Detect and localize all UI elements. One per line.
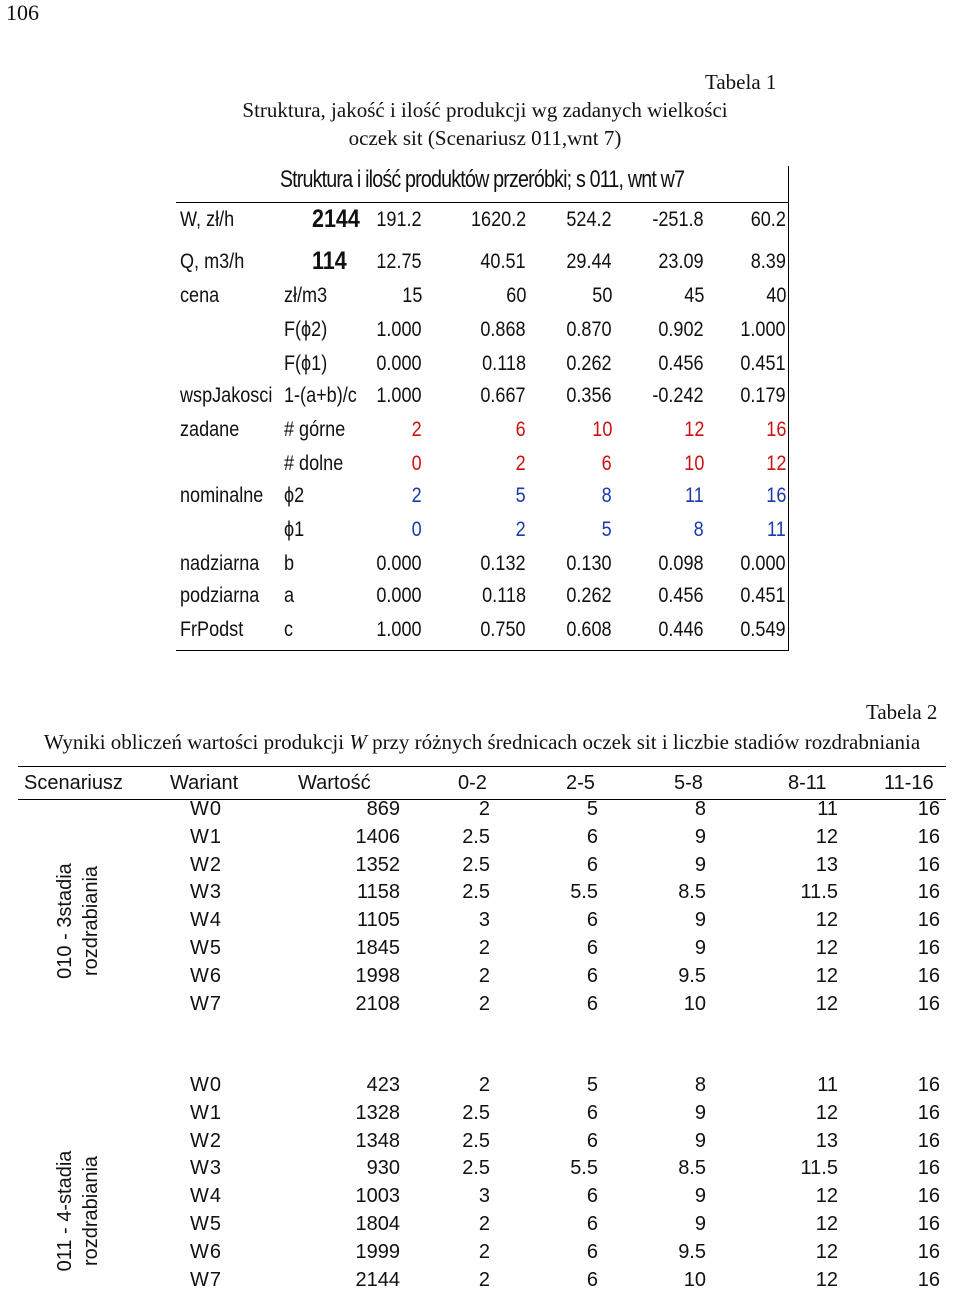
- table1-cell: 12: [765, 452, 786, 475]
- table2-caption-post: przy różnych średnicach oczek sit i liczbie stadiów rozdrabniania: [366, 730, 921, 754]
- range-8-11-cell: 12: [815, 937, 838, 959]
- wariant-cell: W1: [190, 1101, 222, 1124]
- table1-row-unit: ϕ2: [284, 484, 305, 507]
- table1-cell: 23.09: [658, 250, 704, 273]
- table1-row: [176, 284, 788, 316]
- table1-cell: 12.75: [376, 250, 422, 273]
- table1-cell: 0: [411, 518, 422, 541]
- wariant-cell: W3: [190, 1157, 222, 1180]
- table1-row: [176, 618, 788, 650]
- wariant-cell: W5: [190, 937, 222, 959]
- table2-row: [18, 1130, 946, 1158]
- table1-row: [176, 518, 788, 550]
- range-2-5-cell: 5: [586, 1074, 598, 1096]
- range-2-5-cell: 6: [586, 1185, 598, 1208]
- range-0-2-cell: 2.5: [462, 881, 490, 904]
- table1-cell: 2: [411, 418, 422, 441]
- table1-cell: 0.446: [658, 618, 704, 641]
- table1-cell: 5: [515, 484, 526, 507]
- range-0-2-cell: 2: [478, 1074, 490, 1096]
- range-0-2-cell: 2: [478, 1268, 490, 1291]
- table2-row: [18, 909, 946, 937]
- range-11-16-cell: 16: [917, 825, 940, 848]
- table1-row-label: nominalne: [180, 484, 264, 507]
- table1-row-unit: ϕ1: [284, 518, 305, 541]
- header-5-8: 5-8: [674, 772, 703, 794]
- table1-cell: 40: [765, 284, 786, 307]
- table1-row: [176, 584, 788, 616]
- table1-cell: 6: [601, 452, 612, 475]
- wartosc-cell: 1352: [355, 853, 400, 876]
- table1-cell: 1.000: [376, 618, 422, 641]
- table1-cell: 0.098: [658, 552, 704, 575]
- wariant-cell: W6: [190, 964, 222, 987]
- range-11-16-cell: 16: [917, 992, 940, 1015]
- table2-header: [18, 766, 946, 800]
- range-8-11-cell: 11: [817, 798, 838, 820]
- scenario-label: [52, 821, 104, 1021]
- table1-cell: 6: [515, 418, 526, 441]
- range-8-11-cell: 12: [815, 1268, 838, 1291]
- table1-cell: 15: [401, 284, 422, 307]
- table2-row: [18, 1157, 946, 1185]
- table2-row: [18, 1241, 946, 1269]
- table2-row: [18, 993, 946, 1021]
- wariant-cell: W7: [190, 1268, 222, 1291]
- table1-cell: 29.44: [566, 250, 612, 273]
- table1-cell: 1.000: [376, 384, 422, 407]
- table1-cell: 16: [765, 418, 786, 441]
- table1-row-label: FrPodst: [180, 618, 244, 641]
- table1-cell: 1.000: [740, 318, 786, 341]
- table1-row-label: cena: [180, 284, 220, 307]
- table1-cell: 0.356: [566, 384, 612, 407]
- table1-cell: 0.868: [480, 318, 526, 341]
- range-11-16-cell: 16: [917, 881, 940, 904]
- range-11-16-cell: 16: [917, 798, 940, 820]
- table1-cell: 60.2: [750, 208, 786, 231]
- range-11-16-cell: 16: [917, 1268, 940, 1291]
- table1-row-unit: zł/m3: [284, 284, 328, 307]
- header-wartosc: Wartość: [298, 772, 371, 794]
- wartosc-cell: 869: [366, 798, 400, 820]
- table1-row-label: Q, m3/h: [180, 250, 245, 273]
- range-11-16-cell: 16: [917, 909, 940, 932]
- table1-row-label: wspJakosci: [180, 384, 273, 407]
- table1-cell: 2: [411, 484, 422, 507]
- table1-row: [176, 205, 788, 240]
- table1-row-unit: # górne: [284, 418, 346, 441]
- table2-row: [18, 1185, 946, 1213]
- table1-cell: 5: [601, 518, 612, 541]
- wariant-cell: W0: [190, 798, 222, 820]
- table1-cell: 0.132: [480, 552, 526, 575]
- range-2-5-cell: 6: [586, 964, 598, 987]
- table1-cell: -0.242: [652, 384, 704, 407]
- range-5-8-cell: 9: [694, 909, 706, 932]
- wariant-cell: W2: [190, 853, 222, 876]
- table2-row: [18, 881, 946, 909]
- page-number: 106: [6, 0, 39, 25]
- table2-row: [18, 1074, 946, 1102]
- range-2-5-cell: 5: [586, 798, 598, 820]
- range-5-8-cell: 9: [694, 1129, 706, 1152]
- table1-cell: 0.750: [480, 618, 526, 641]
- scenario-label-line2: rozdrabiania: [80, 866, 102, 977]
- range-8-11-cell: 12: [815, 825, 838, 848]
- range-2-5-cell: 6: [586, 1268, 598, 1291]
- range-5-8-cell: 10: [683, 1268, 706, 1291]
- wariant-cell: W7: [190, 992, 222, 1015]
- range-5-8-cell: 9: [694, 853, 706, 876]
- wartosc-cell: 1845: [355, 937, 400, 959]
- range-8-11-cell: 11: [817, 1074, 838, 1096]
- table1-cell: 2: [515, 518, 526, 541]
- table1-cell: 524.2: [566, 208, 612, 231]
- range-0-2-cell: 3: [478, 1185, 490, 1208]
- table1-row-label: podziarna: [180, 584, 260, 607]
- range-8-11-cell: 12: [815, 964, 838, 987]
- table1-cell: 1.000: [376, 318, 422, 341]
- table1-row: [176, 484, 788, 516]
- range-5-8-cell: 9: [694, 937, 706, 959]
- table2-row: [18, 854, 946, 882]
- table1-cell: 0.549: [740, 618, 786, 641]
- range-0-2-cell: 2.5: [462, 1101, 490, 1124]
- table1-cell: 40.51: [480, 250, 526, 273]
- range-8-11-cell: 12: [815, 909, 838, 932]
- table1-cell: 0.456: [658, 584, 704, 607]
- table1-label: Tabela 1: [705, 70, 777, 94]
- wariant-cell: W4: [190, 909, 222, 932]
- table1-row-label: nadziarna: [180, 552, 260, 575]
- table1-cell: 0.000: [740, 552, 786, 575]
- range-11-16-cell: 16: [917, 1240, 940, 1263]
- range-0-2-cell: 2: [478, 964, 490, 987]
- table1-cell: 0.902: [658, 318, 704, 341]
- range-2-5-cell: 6: [586, 825, 598, 848]
- table1-cell: 0.130: [566, 552, 612, 575]
- table1: [176, 166, 789, 651]
- table1-row-unit: # dolne: [284, 452, 344, 475]
- wartosc-cell: 1999: [355, 1240, 400, 1263]
- range-11-16-cell: 16: [917, 1074, 940, 1096]
- range-0-2-cell: 2: [478, 937, 490, 959]
- range-5-8-cell: 9.5: [678, 1240, 706, 1263]
- table1-cell: 0.262: [566, 584, 612, 607]
- table1-title: Struktura i ilość produktów przeróbki; s 011, wnt w7: [279, 166, 685, 193]
- range-8-11-cell: 12: [815, 1213, 838, 1235]
- table1-cell: 1620.2: [470, 208, 526, 231]
- scenario-label: [52, 1111, 104, 1311]
- table1-cell: 0.000: [376, 552, 422, 575]
- wariant-cell: W0: [190, 1074, 222, 1096]
- range-11-16-cell: 16: [917, 937, 940, 959]
- table1-row: [176, 452, 788, 484]
- table1-cell: 0.451: [740, 352, 786, 375]
- range-0-2-cell: 2: [478, 992, 490, 1015]
- table1-row-unit: 114: [312, 247, 347, 275]
- range-2-5-cell: 6: [586, 1240, 598, 1263]
- range-0-2-cell: 2.5: [462, 825, 490, 848]
- range-5-8-cell: 9.5: [678, 964, 706, 987]
- range-11-16-cell: 16: [917, 1129, 940, 1152]
- table1-cell: 0.000: [376, 352, 422, 375]
- table1-cell: 191.2: [376, 208, 422, 231]
- range-8-11-cell: 13: [815, 853, 838, 876]
- wariant-cell: W2: [190, 1129, 222, 1152]
- range-5-8-cell: 8: [694, 1074, 706, 1096]
- table1-cell: 0.179: [740, 384, 786, 407]
- table1-caption-line1: Struktura, jakość i ilość produkcji wg zadanych wielkości: [242, 98, 728, 122]
- table2-caption-pre: Wyniki obliczeń wartości produkcji: [43, 730, 350, 754]
- table1-cell: 0.000: [376, 584, 422, 607]
- table2-row: [18, 937, 946, 965]
- range-0-2-cell: 3: [478, 909, 490, 932]
- table1-cell: 45: [683, 284, 704, 307]
- range-8-11-cell: 12: [815, 1240, 838, 1263]
- table1-row-label: W, zł/h: [180, 208, 235, 231]
- range-8-11-cell: 12: [815, 992, 838, 1015]
- table1-top-rule: [176, 202, 788, 203]
- table1-cell: 0.451: [740, 584, 786, 607]
- wartosc-cell: 1003: [355, 1185, 400, 1208]
- table2-label: Tabela 2: [866, 700, 938, 724]
- wartosc-cell: 1328: [355, 1101, 400, 1124]
- scenario-label-line1: 010 - 3stadia: [54, 863, 76, 980]
- range-8-11-cell: 11.5: [800, 1157, 838, 1180]
- table1-caption: [150, 96, 820, 152]
- wariant-cell: W1: [190, 825, 222, 848]
- range-11-16-cell: 16: [917, 1213, 940, 1235]
- table1-row-unit: 1-(a+b)/c: [284, 384, 357, 407]
- table1-cell: 10: [683, 452, 704, 475]
- table1-row: [176, 318, 788, 350]
- range-11-16-cell: 16: [917, 853, 940, 876]
- range-5-8-cell: 9: [694, 1213, 706, 1235]
- table1-cell: 50: [591, 284, 612, 307]
- range-5-8-cell: 9: [694, 825, 706, 848]
- range-0-2-cell: 2.5: [462, 1157, 490, 1180]
- range-2-5-cell: 5.5: [570, 881, 598, 904]
- wartosc-cell: 423: [366, 1074, 400, 1096]
- table2-row: [18, 798, 946, 826]
- table1-row: [176, 418, 788, 450]
- table1-row-unit: F(ϕ2): [284, 318, 328, 341]
- table1-row-label: zadane: [180, 418, 240, 441]
- table1-cell: 0.262: [566, 352, 612, 375]
- wartosc-cell: 2108: [355, 992, 400, 1015]
- header-2-5: 2-5: [566, 772, 595, 794]
- table1-row: [176, 384, 788, 416]
- table1-cell: 11: [685, 484, 704, 507]
- wariant-cell: W4: [190, 1185, 222, 1208]
- scenario-label-line2: rozdrabiania: [80, 1156, 102, 1267]
- range-5-8-cell: 9: [694, 1185, 706, 1208]
- table1-row-unit: b: [284, 552, 295, 575]
- table1-cell: 10: [591, 418, 612, 441]
- table1-cell: 0.118: [482, 352, 526, 375]
- header-wariant: Wariant: [170, 772, 239, 794]
- range-0-2-cell: 2: [478, 798, 490, 820]
- range-2-5-cell: 6: [586, 853, 598, 876]
- table1-cell: 8.39: [750, 250, 786, 273]
- range-11-16-cell: 16: [917, 964, 940, 987]
- range-2-5-cell: 6: [586, 1101, 598, 1124]
- wartosc-cell: 1406: [355, 825, 400, 848]
- range-8-11-cell: 12: [815, 1185, 838, 1208]
- range-5-8-cell: 9: [694, 1101, 706, 1124]
- range-11-16-cell: 16: [917, 1157, 940, 1180]
- table1-row-unit: F(ϕ1): [284, 352, 328, 375]
- scenario-label-line1: 011 - 4-stadia: [54, 1150, 76, 1272]
- range-0-2-cell: 2.5: [462, 1129, 490, 1152]
- table1-cell: 8: [693, 518, 704, 541]
- table1-cell: 8: [601, 484, 612, 507]
- range-5-8-cell: 8.5: [678, 1157, 706, 1180]
- table1-cell: 60: [505, 284, 526, 307]
- range-2-5-cell: 6: [586, 1213, 598, 1235]
- table1-cell: -251.8: [652, 208, 704, 231]
- wartosc-cell: 1105: [356, 909, 400, 932]
- table2-row: [18, 1269, 946, 1297]
- table1-row: [176, 552, 788, 584]
- table1-cell: 0: [411, 452, 422, 475]
- wariant-cell: W3: [190, 881, 222, 904]
- table1-cell: 0.870: [566, 318, 612, 341]
- table1-row-unit: 2144: [312, 205, 360, 233]
- wartosc-cell: 1804: [355, 1213, 400, 1235]
- table1-cell: 16: [765, 484, 786, 507]
- wariant-cell: W6: [190, 1240, 222, 1263]
- range-2-5-cell: 6: [586, 937, 598, 959]
- table1-cell: 0.667: [480, 384, 526, 407]
- wartosc-cell: 930: [366, 1157, 400, 1180]
- header-8-11: 8-11: [788, 772, 827, 794]
- wartosc-cell: 1998: [355, 964, 400, 987]
- table1-caption-line2: oczek sit (Scenariusz 011,wnt 7): [348, 126, 622, 150]
- table1-cell: 0.118: [482, 584, 526, 607]
- table1-row: [176, 247, 788, 282]
- range-2-5-cell: 6: [586, 1129, 598, 1152]
- table1-cell: 12: [683, 418, 704, 441]
- range-2-5-cell: 6: [586, 909, 598, 932]
- table1-cell: 2: [515, 452, 526, 475]
- range-0-2-cell: 2: [478, 1213, 490, 1235]
- range-5-8-cell: 8.5: [678, 881, 706, 904]
- header-0-2: 0-2: [458, 772, 487, 794]
- table1-cell: 0.456: [658, 352, 704, 375]
- table2-caption-em: W: [349, 730, 367, 754]
- range-11-16-cell: 16: [917, 1185, 940, 1208]
- table1-row-unit: a: [284, 584, 295, 607]
- range-8-11-cell: 13: [815, 1129, 838, 1152]
- range-2-5-cell: 5.5: [570, 1157, 598, 1180]
- table2-row: [18, 1213, 946, 1241]
- table1-row-unit: c: [284, 618, 294, 641]
- table2-row: [18, 1102, 946, 1130]
- table1-cell: 11: [767, 518, 786, 541]
- wartosc-cell: 1348: [355, 1129, 400, 1152]
- wartosc-cell: 2144: [355, 1268, 400, 1291]
- range-8-11-cell: 11.5: [800, 881, 838, 904]
- table2-caption: [4, 730, 960, 755]
- range-8-11-cell: 12: [815, 1101, 838, 1124]
- table2-row: [18, 826, 946, 854]
- range-0-2-cell: 2.5: [462, 853, 490, 876]
- range-11-16-cell: 16: [917, 1101, 940, 1124]
- range-5-8-cell: 8: [694, 798, 706, 820]
- table1-row: [176, 352, 788, 384]
- wariant-cell: W5: [190, 1213, 222, 1235]
- table1-cell: 0.608: [566, 618, 612, 641]
- wartosc-cell: 1158: [356, 881, 400, 904]
- header-11-16: 11-16: [884, 772, 934, 794]
- table2-row: [18, 965, 946, 993]
- range-0-2-cell: 2: [478, 1240, 490, 1263]
- header-scenariusz: Scenariusz: [24, 772, 123, 794]
- range-2-5-cell: 6: [586, 992, 598, 1015]
- range-5-8-cell: 10: [683, 992, 706, 1015]
